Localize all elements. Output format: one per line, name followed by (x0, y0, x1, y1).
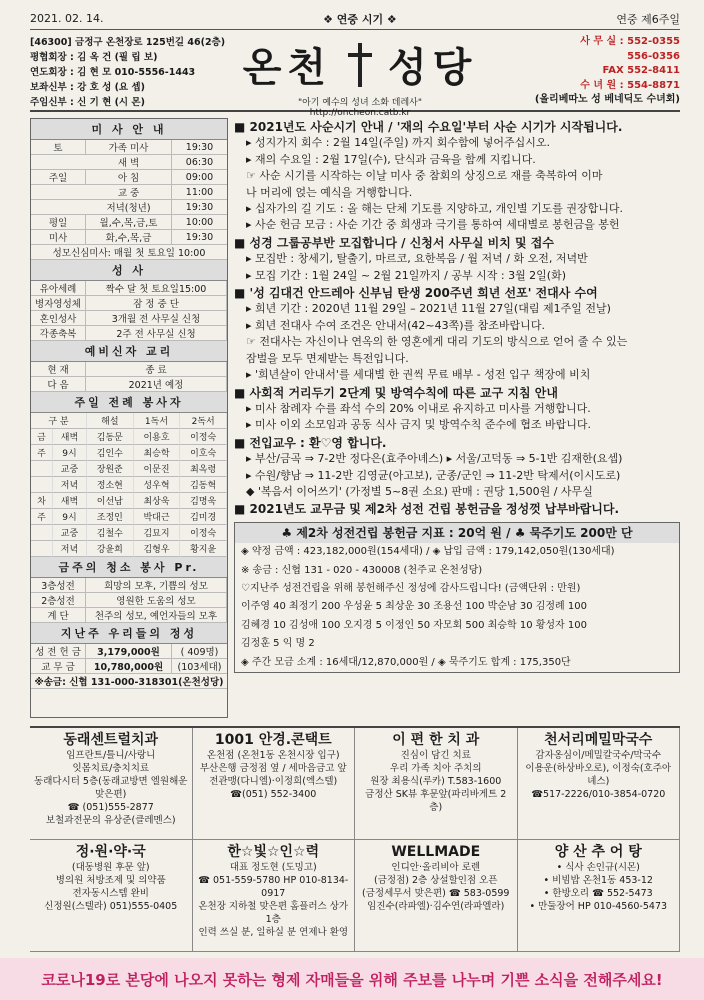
servers-cell: 김형우 (134, 541, 181, 557)
notice-heading: ■ 2021년도 사순시기 안내 / '재의 수요일'부터 사순 시기가 시작됩니다. (234, 120, 623, 134)
website-url[interactable]: http://oncheon.catb.kr (309, 108, 411, 118)
pledge-line: ♡지난주 성전건립을 위해 봉헌해주신 정성에 감사드립니다! (금액단위 : 만원) (241, 582, 581, 594)
cleaning-row (31, 608, 227, 623)
finance-count: ( 409명) (180, 647, 219, 658)
ad-line: ☎517-2226/010-3854-0720 (531, 789, 666, 800)
mass-row (31, 170, 227, 185)
ad-line: ☎(051) 552-3400 (230, 789, 317, 800)
sacrament-info: 짝수 달 첫 토요일15:00 (86, 281, 227, 295)
parish-staff (30, 32, 230, 110)
notices-column (234, 118, 680, 718)
pledge-line: 김혜경 10 김성애 100 오지경 5 이정인 50 자모회 500 최승학 10 황성자 100 (241, 619, 587, 631)
contact-line: 사 무 실 : 552-0355 (580, 36, 680, 47)
servers-cell: 새벽 (53, 493, 87, 509)
ad-line: 인력 쓰실 분, 일하실 분 연제나 환영 (198, 927, 349, 938)
ad-line: 온천점 (온천1동 온천시장 입구) (206, 750, 340, 761)
mass-name: 교 중 (86, 185, 172, 199)
pledge-line: ◈ 약정 금액 : 423,182,000원(154세대) / ◈ 납입 금액 : 179,142,050원(130세대) (241, 546, 615, 558)
servers-cell: 강윤희 (87, 541, 134, 557)
finance-amount: 10,780,000원 (86, 659, 172, 673)
title-part: 온천 (242, 44, 332, 91)
notice-heading: ■ 성경 그룹공부반 모집합니다 / 신청서 사무실 비치 및 접수 (234, 235, 554, 250)
servers-cell: 성우혁 (134, 477, 181, 493)
servers-header: 1독서 (134, 413, 181, 429)
ad-line: • 한방오리 ☎ 552-5473 (543, 888, 653, 899)
contact-line: 556-0356 (627, 50, 680, 62)
header (30, 32, 680, 118)
pledge-line: ※ 송금 : 신협 131 - 020 - 430008 (천주교 온천성당) (241, 564, 483, 576)
servers-cell: 김미경 (180, 509, 227, 525)
cleaning-group: 희망의 모후, 기쁨의 성모 (86, 578, 227, 592)
servers-cell: 이선남 (87, 493, 134, 509)
ad-line: • 만둘장어 HP 010-4560-5473 (529, 901, 668, 912)
servers-cell: 김철수 (87, 525, 134, 541)
catechumen-row (31, 377, 227, 392)
motto: "아기 예수의 성녀 소화 데레사" (297, 98, 423, 108)
mass-name: 아 침 (86, 170, 172, 184)
mass-name: 가족 미사 (86, 140, 172, 154)
ad-line: 대표 정도현 (도밍고) (229, 862, 317, 873)
sacrament-name: 혼인성사 (31, 311, 86, 325)
ad-title: 동래센트럴치과 (63, 732, 159, 748)
cleaning-place: 계 단 (31, 608, 86, 622)
ad-line: (대동병원 후문 앞) (71, 862, 150, 873)
sacrament-name: 각종축복 (31, 326, 86, 340)
mass-name: 새 벽 (86, 155, 172, 169)
servers-cell: 김인수 (87, 445, 134, 461)
mass-row (31, 185, 227, 200)
left-column (30, 118, 228, 718)
ad-line: 이용운(하상바오로), 이정숙(호주아녜스) (525, 763, 672, 787)
notice-item: ▸ 희년 기간 : 2020년 11월 29일 – 2021년 11월 27일(대림 제1주일 전날) (246, 302, 611, 316)
staff-line: 연도회장 : 김 현 모 010-5556-1443 (30, 67, 196, 78)
catechumen-value: 종 료 (86, 362, 227, 376)
mass-name: 월,수,목,금,토 (86, 215, 172, 229)
finance-account: ※송금: 신협 131-000-318301(온천성당) (31, 674, 227, 689)
notice-item: ▸ '희년살이 안내서'를 세대별 한 권씩 무료 배부 - 성전 입구 책장에 비치 (246, 368, 591, 382)
ad-box (193, 728, 356, 840)
cleaning-group: 영원한 도움의 성모 (86, 593, 227, 607)
servers-cell (31, 525, 53, 541)
notice-item: ▸ 재의 수요일 : 2월 17일(수), 단식과 금육을 함께 지킵니다. (246, 152, 536, 166)
catechumen-label: 현 재 (31, 362, 86, 376)
ad-line: ☎ 051-559-5780 HP 010-8134-0917 (198, 875, 349, 899)
servers-cell (31, 477, 53, 493)
cleaning-row (31, 578, 227, 593)
notice-item: ◆ '복음서 이어쓰기' (가정별 5~8권 소요) 판매 : 권당 1,500원 / 사무실 (246, 484, 593, 498)
ad-box (30, 840, 193, 952)
servers-cell: 장원준 (87, 461, 134, 477)
servers-cell: 이호숙 (180, 445, 227, 461)
servers-cell: 주 (31, 445, 53, 461)
servers-cell (31, 461, 53, 477)
mass-day: 미사 (31, 230, 86, 244)
servers-cell: 저녁 (53, 541, 87, 557)
staff-line: 주임신부 : 신 기 현 (시 몬) (30, 97, 145, 108)
servers-cell: 최옥령 (180, 461, 227, 477)
notice-item: ▸ 미사 참례자 수를 좌석 수의 20% 이내로 유지하고 미사를 거행합니다. (246, 401, 591, 415)
mass-row (31, 140, 227, 155)
ad-box (193, 840, 356, 952)
sacrament-row (31, 296, 227, 311)
ads-grid (30, 726, 680, 952)
servers-cell: 황지윤 (180, 541, 227, 557)
servers-header: 해설 (87, 413, 134, 429)
ad-title: 정·원·약·국 (75, 844, 146, 860)
ad-title: 이 편 한 치 과 (392, 732, 480, 748)
pledge-box (234, 522, 680, 673)
ad-line: 전자동시스템 완비 (72, 888, 149, 899)
contact-line: (올리베따노 성 베네딕도 수녀회) (534, 94, 680, 105)
date: 2021. 02. 14. (30, 12, 104, 25)
mass-day: 토 (31, 140, 86, 154)
ad-box (355, 840, 518, 952)
ad-line: 인디안·올리비아 로렌 (391, 862, 481, 873)
notice-item: 잠벌을 모두 면제받는 특전입니다. (246, 351, 409, 365)
servers-cell: 김명욱 (180, 493, 227, 509)
mass-time: 06:30 (185, 156, 214, 168)
sacrament-info: 잠 정 중 단 (86, 296, 227, 310)
servers-cell (31, 541, 53, 557)
ad-line: 부산은행 금정점 옆 / 세마음금고 앞 (199, 763, 347, 774)
ad-line: 원장 최용식(루카) T.583-1600 (370, 776, 502, 787)
servers-cell: 9시 (53, 445, 87, 461)
ad-line: 전관맹(다니엘)·이정희(엑스텔) (209, 776, 338, 787)
mass-time: 19:30 (185, 201, 214, 213)
cross-icon (340, 43, 380, 87)
ad-line: 동래다시터 5층(동래교방면 엘원해운 맞은편) (34, 776, 188, 800)
ad-box (518, 728, 681, 840)
season: ❖ 연중 시기 ❖ (323, 12, 397, 26)
servers-cell: 교중 (53, 525, 87, 541)
notice-item: ▸ 사순 헌금 모금 : 사순 기간 중 희생과 극기를 통하여 세대별로 봉헌금을 봉헌 (246, 218, 620, 232)
ad-line: 임프란트/틀니/사랑니 (66, 750, 156, 761)
notice-heading: ■ 2021년도 교무금 및 제2차 성전 건립 봉헌금을 정성껏 납부바랍니다. (234, 502, 620, 517)
catechumen-value: 2021년 예정 (86, 377, 227, 391)
sacrament-info: 3개월 전 사무실 신청 (86, 311, 227, 325)
mass-day: 주일 (31, 170, 86, 184)
catechumen-title: 예비신자 교리 (31, 341, 227, 362)
finance-amount: 3,179,000원 (86, 644, 172, 658)
notice-heading: ■ 사회적 거리두기 2단계 및 방역수칙에 따른 교구 지침 안내 (234, 385, 558, 400)
staff-line: 보좌신부 : 강 호 성 (요 셉) (30, 82, 145, 93)
servers-cell: 이용호 (134, 429, 181, 445)
servers-cell: 이정숙 (180, 525, 227, 541)
servers-header: 2독서 (180, 413, 227, 429)
notice-heading: ■ '성 김대건 안드레아 신부님 탄생 200주년 희년 선포' 전대사 수여 (234, 286, 598, 301)
ad-title: 천서리메밀막국수 (544, 732, 653, 748)
mass-row (31, 155, 227, 170)
servers-cell: 새벽 (53, 429, 87, 445)
ad-line: 감자옹심이/메밀칼국수/막국수 (535, 750, 662, 761)
sacrament-row (31, 326, 227, 341)
servers-cell: 이문진 (134, 461, 181, 477)
ad-line: • 비빔밥 온천1동 453-12 (543, 875, 653, 886)
ad-box (518, 840, 681, 952)
finance-count: (103세대) (177, 662, 222, 673)
finance-label: 교 무 금 (31, 659, 86, 673)
ad-line: (금정세무서 맞은편) ☎ 583-0599 (362, 888, 510, 899)
catechumen-label: 다 음 (31, 377, 86, 391)
mass-day: 평일 (31, 215, 86, 229)
servers-cell: 박대근 (134, 509, 181, 525)
pledge-line: 김정훈 5 익 명 2 (241, 638, 315, 650)
servers-table (31, 413, 227, 557)
notice-item: ☞ 사순 시기를 시작하는 이날 미사 중 참회의 상징으로 재를 축복하여 이마 (246, 169, 603, 183)
mass-row (31, 215, 227, 230)
servers-title: 주일 전례 봉사자 (31, 392, 227, 413)
cleaning-group: 천주의 성모, 예언자들의 모후 (86, 608, 227, 622)
cleaning-place: 2층성전 (31, 593, 86, 607)
contact-line: FAX 552-8411 (602, 65, 680, 76)
catechumen-row (31, 362, 227, 377)
ad-title: 양 산 추 어 탕 (554, 844, 642, 860)
pledge-title: ♣ 제2차 성전건립 봉헌금 지표 : 20억 원 / ♣ 묵주기도 200만 단 (235, 523, 679, 543)
finance-title: 지난주 우리들의 정성 (31, 623, 227, 644)
cleaning-title: 금주의 청소 봉사 Pr. (31, 557, 227, 578)
ad-line: 금정산 SK뷰 후문앞(파리바게트 2층) (365, 789, 507, 813)
mass-note: 성모신심미사: 매월 첫 토요일 10:00 (31, 245, 227, 260)
pledge-line: ◈ 주간 모금 소계 : 16세대/12,870,000원 / ◈ 묵주기도 합계 : 175,350단 (241, 656, 571, 668)
servers-cell: 주 (31, 509, 53, 525)
ad-box (355, 728, 518, 840)
ad-line: 우리 가족 치아 주치의 (389, 763, 482, 774)
mass-time: 19:30 (185, 141, 214, 153)
ad-box (30, 728, 193, 840)
finance-label: 성 전 헌 금 (31, 644, 86, 658)
notice-item: ▸ 수원/향남 ⇒ 11-2반 김영균(아고보), 군종/군인 ⇒ 11-2반 탁제서(이시도로) (246, 468, 621, 482)
mass-name: 저녁(청년) (86, 200, 172, 214)
pledge-line: 이주영 40 최정기 200 우성윤 5 최상운 30 조용선 100 박순남 30 김정례 100 (241, 601, 587, 613)
ad-line: 임진수(라파엘)·김수연(라파엘라) (367, 901, 505, 912)
mass-row (31, 230, 227, 245)
ad-line: 신정원(스텔라) 051)555-0405 (44, 901, 178, 912)
notice-item: ▸ 부산/금곡 ⇒ 7-2반 정다은(효주아녜스) ▸ 서울/고덕동 ⇒ 5-1반 김재한(요셉) (246, 452, 623, 466)
staff-line: 평협회장 : 김 옥 건 (필 립 보) (30, 52, 158, 63)
title-block (230, 32, 490, 118)
servers-cell: 김묘지 (134, 525, 181, 541)
page-title (230, 36, 490, 93)
contact-line: 수 녀 원 : 554-8871 (580, 79, 680, 91)
sacrament-row (31, 281, 227, 296)
servers-cell: 최상욱 (134, 493, 181, 509)
ad-line: 진심이 담긴 치료 (400, 750, 471, 761)
ad-line: 온천장 지하철 맞은편 홈플러스 상가 1층 (198, 901, 349, 925)
sacrament-name: 유아세례 (31, 281, 86, 295)
ad-title: WELLMADE (391, 844, 481, 860)
ad-title: 한☆빛☆인☆력 (227, 844, 320, 860)
notice-item: ▸ 십자가의 길 기도 : 올 해는 단체 기도를 지양하고, 개인별 기도를 권장합니다. (246, 202, 623, 216)
finance-row (31, 644, 227, 659)
mass-row (31, 200, 227, 215)
address: [46300] 금정구 온천장로 125번길 46(2층) (30, 37, 226, 48)
servers-cell: 정소현 (87, 477, 134, 493)
servers-cell: 교중 (53, 461, 87, 477)
servers-cell: 김동문 (87, 429, 134, 445)
ad-title: 1001 안경.콘택트 (214, 732, 332, 748)
cleaning-row (31, 593, 227, 608)
week: 연중 제6주일 (616, 12, 680, 26)
mass-time: 10:00 (185, 216, 214, 228)
ad-line: 잇몸치료/충치치료 (72, 763, 150, 774)
ad-line: ☎ (051)555-2877 (67, 802, 154, 813)
servers-cell: 김동혁 (180, 477, 227, 493)
servers-cell: 차 (31, 493, 53, 509)
servers-cell: 이정숙 (180, 429, 227, 445)
notice-item: ▸ 성지가지 회수 : 2월 14일(주일) 까지 회수함에 넣어주십시오. (246, 136, 551, 150)
footer-banner: 코로나19로 본당에 나오지 못하는 형제 자매들을 위해 주보를 나누며 기쁜 소식을 전해주세요! (0, 958, 704, 1000)
servers-cell: 최승학 (134, 445, 181, 461)
mass-time: 11:00 (185, 186, 214, 198)
sacrament-title: 성 사 (31, 260, 227, 281)
servers-cell: 조정인 (87, 509, 134, 525)
title-part: 성당 (388, 44, 478, 91)
notice-item: ▸ 희년 전대사 수여 조건은 안내서(42~43쪽)를 참조바랍니다. (246, 318, 545, 332)
mass-title: 미 사 안 내 (31, 119, 227, 140)
sacrament-row (31, 311, 227, 326)
finance-row (31, 659, 227, 674)
mass-time: 09:00 (185, 171, 214, 183)
top-bar (30, 8, 680, 30)
notice-item: ▸ 모집 기간 : 1월 24일 ~ 2월 21일까지 / 공부 시작 : 3월 2일(화) (246, 268, 567, 282)
cleaning-place: 3층성전 (31, 578, 86, 592)
notice-item: ▸ 모집반 : 창세기, 탈출기, 마르코, 요한복음 / 월 저녁 / 화 오전, 저녁반 (246, 252, 588, 266)
servers-cell: 저녁 (53, 477, 87, 493)
notice-item: 나 머리에 얹는 예식을 거행합니다. (246, 185, 413, 199)
ad-line: • 식사 손인규(시몬) (556, 862, 640, 873)
notice-item: ▸ 미사 이외 소모임과 공동 식사 금지 및 방역수칙 준수에 협조 바랍니다. (246, 418, 592, 432)
sacrament-info: 2주 전 사무실 신청 (86, 326, 227, 340)
main-content (30, 118, 680, 718)
mass-time: 19:30 (185, 231, 214, 243)
ad-line: (금정점) 2층 상설할인점 오픈 (374, 875, 498, 886)
servers-cell: 금 (31, 429, 53, 445)
contacts (490, 32, 680, 110)
notice-item: ☞ 전대사는 자신이나 연옥의 한 영혼에게 대리 기도의 방식으로 얻어 줄 수 있는 (246, 335, 628, 349)
servers-cell: 9시 (53, 509, 87, 525)
notice-heading: ■ 전입교우 : 환♡영 합니다. (234, 435, 387, 450)
ad-line: 보철과전문의 유상준(클레멘스) (45, 815, 176, 826)
mass-name: 화,수,목,금 (86, 230, 172, 244)
ad-line: 병의원 처방조제 및 의약품 (55, 875, 166, 886)
servers-header: 구 분 (31, 413, 87, 429)
sacrament-name: 병자영성체 (31, 296, 86, 310)
